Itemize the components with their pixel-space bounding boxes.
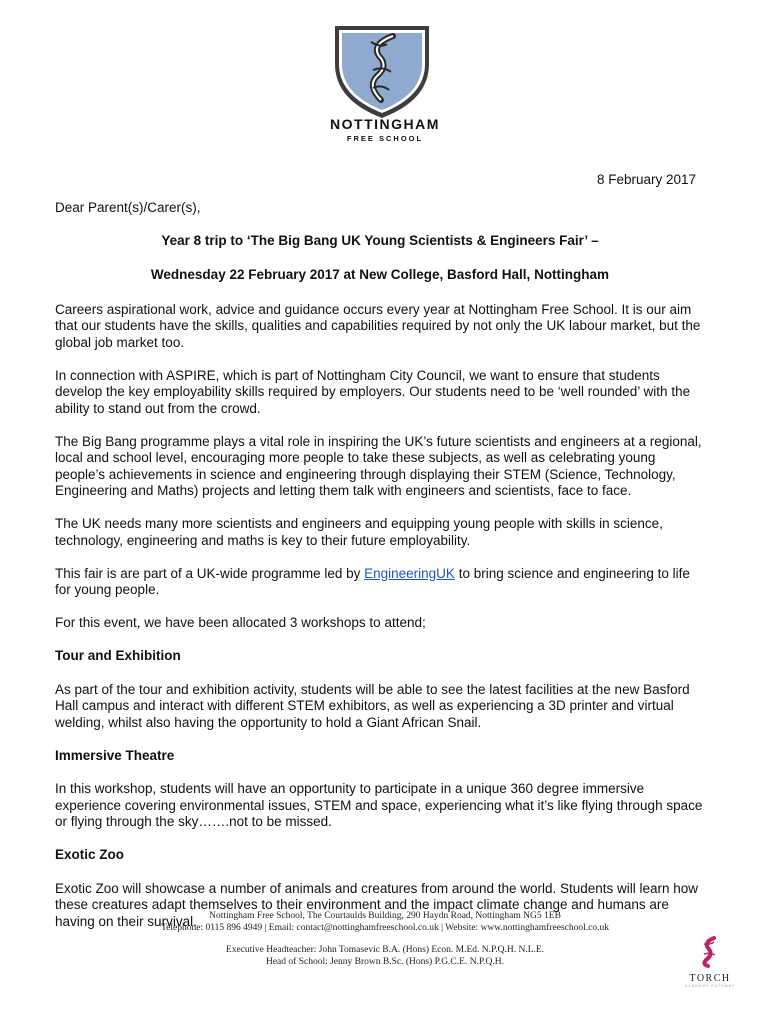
paragraph-careers: Careers aspirational work, advice and guidance occurs every year at Nottingham Free School. It is our aim that our students have the skills, qualities and capabilities required by not only the UK labour market, but the global job market too. xyxy=(55,301,701,350)
section-heading-zoo: Exotic Zoo xyxy=(55,847,125,862)
footer-head-of-school: Head of School: Jenny Brown B.Sc. (Hons) P.G.C.E. N.P.Q.H. xyxy=(265,957,505,967)
section-text-theatre: In this workshop, students will have an opportunity to participate in a unique 360 degree immersive experience covering environmental issues, STEM and space, experiencing what it’s like flying through space or flying through the sky…….not to be missed. xyxy=(55,781,703,829)
section-text-zoo: Exotic Zoo will showcase a number of animals and creatures from around the world. Students will learn how these creatures adapt themselves to their environment and the impact climate change and humans are having on their survival. xyxy=(55,880,699,929)
salutation: Dear Parent(s)/Carer(s), xyxy=(55,200,201,215)
paragraph-big-bang: The Big Bang programme plays a vital role in inspiring the UK’s future scientists and engineers at a regional, local and school level, encouraging more people to take these subjects, as well as celebrating young people’s achievements in science and engineering through displaying their STEM (Science, Technology, Engineering and Maths) projects and letting them talk with engineers and scientists, face to face. xyxy=(55,433,702,498)
footer-address: Nottingham Free School, The Courtaulds Building, 290 Haydn Road, Nottingham NG5 1EB xyxy=(209,911,561,921)
letter-title-line-2: Wednesday 22 February 2017 at New College, Basford Hall, Nottingham xyxy=(150,267,610,282)
letter-footer xyxy=(100,910,670,968)
section-text-tour: As part of the tour and exhibition activity, students will be able to see the latest facilities at the new Basford Hall campus and interact with different STEM exhibitors, as well as experiencing a 3D printer and virtual welding, whilst also having the opportunity to hold a Giant African Snail. xyxy=(55,681,690,730)
letter-date: 8 February 2017 xyxy=(596,172,696,187)
letter-title-line-1: Year 8 trip to ‘The Big Bang UK Young Scientists & Engineers Fair’ – xyxy=(161,232,599,248)
torch-logo xyxy=(682,936,738,988)
school-subtitle: FREE SCHOOL xyxy=(346,134,424,143)
torch-tagline: ACADEMY GATEWAY xyxy=(684,984,736,988)
section-heading-theatre: Immersive Theatre xyxy=(55,747,175,763)
letter-body xyxy=(55,200,705,947)
footer-headteacher: Executive Headteacher: John Tomasevic B.A. (Hons) Econ. M.Ed. N.P.Q.H. N.L.E. xyxy=(225,945,545,955)
footer-contact: Telephone: 0115 896 4949 | Email: contact@nottinghamfreeschool.co.uk | Website: www.nottinghamfreeschool.co.uk xyxy=(161,923,609,933)
paragraph-workshops: For this event, we have been allocated 3 workshops to attend; xyxy=(55,615,426,630)
paragraph-uk-needs: The UK needs many more scientists and engineers and equipping young people with skills in science, technology, engineering and maths is key to their future employability. xyxy=(55,516,663,548)
paragraph-fair-end: to bring science and engineering to life for young people. xyxy=(55,565,690,597)
paragraph-fair-start: This fair is are part of a UK-wide programme led by xyxy=(55,565,365,581)
torch-logo-icon xyxy=(698,936,722,968)
engineeringuk-link[interactable]: EngineeringUK xyxy=(364,565,455,581)
school-name: NOTTINGHAM xyxy=(330,116,440,132)
paragraph-fair xyxy=(55,566,705,599)
torch-wordmark: TORCH xyxy=(689,973,731,984)
school-crest-icon xyxy=(331,22,433,120)
paragraph-aspire: In connection with ASPIRE, which is part of Nottingham City Council, we want to ensure that students develop the key employability skills required by employers. Our students need to be ‘well rounded’ with the ability to stand out from the crowd. xyxy=(55,367,691,416)
section-heading-tour: Tour and Exhibition xyxy=(55,648,181,663)
